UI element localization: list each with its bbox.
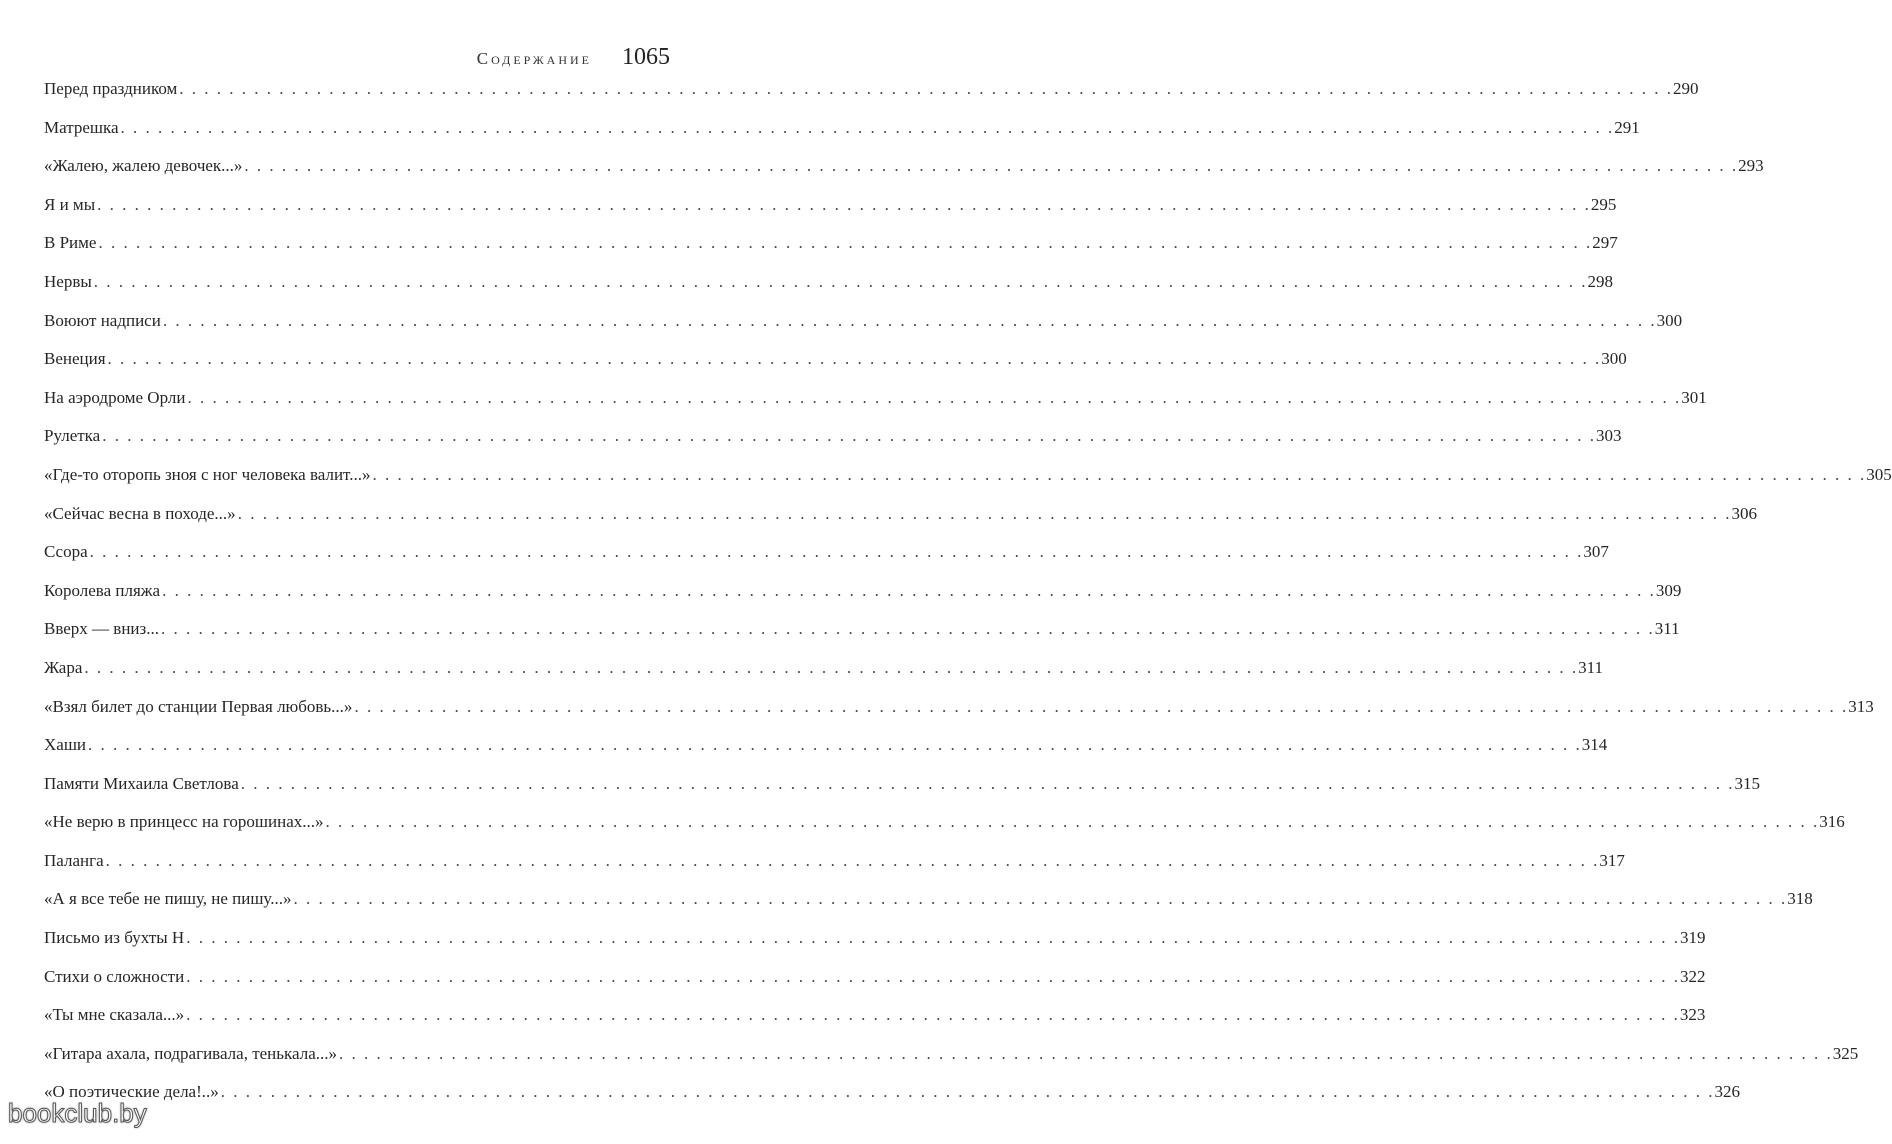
toc-entry-page: 298 bbox=[1587, 271, 1614, 291]
toc-entry-page: 291 bbox=[1614, 117, 1640, 137]
toc-entry bbox=[44, 495, 1757, 534]
toc-entry bbox=[44, 379, 1707, 418]
dot-leader: . . . . . . . . . . . . . . . . . . . . . . . . . . . . . . . . . . . . . . . . . . . . . . . . . . . . . . . . . . . . . . . . . . . . . . . . . . . . . . . . . . . . . . . . . . . . . . . . . . . . . . . . . . . . . . . . . . . . . . . . bbox=[161, 619, 1655, 639]
toc-entry bbox=[44, 996, 1706, 1035]
dot-leader: . . . . . . . . . . . . . . . . . . . . . . . . . . . . . . . . . . . . . . . . . . . . . . . . . . . . . . . . . . . . . . . . . . . . . . . . . . . . . . . . . . . . . . . . . . . . . . . . . . . . . . . . . . . . . . . . . . . . . . . . bbox=[120, 117, 1615, 137]
toc-entry-page: 317 bbox=[1599, 850, 1625, 870]
dot-leader: . . . . . . . . . . . . . . . . . . . . . . . . . . . . . . . . . . . . . . . . . . . . . . . . . . . . . . . . . . . . . . . . . . . . . . . . . . . . . . . . . . . . . . . . . . . . . . . . . . . . . . . . . . . . . . . . . . . . . . . . bbox=[102, 426, 1596, 446]
toc-entry-page: 323 bbox=[1679, 1005, 1706, 1025]
toc-entry-title: Паланга bbox=[44, 850, 104, 870]
toc-entry-title: «Жалею, жалею девочек...» bbox=[44, 156, 243, 176]
dot-leader: . . . . . . . . . . . . . . . . . . . . . . . . . . . . . . . . . . . . . . . . . . . . . . . . . . . . . . . . . . . . . . . . . . . . . . . . . . . . . . . . . . . . . . . . . . . . . . . . . . . . . . . . . . . . . . . . . . . . . . . . bbox=[339, 1043, 1833, 1063]
toc-entry-page: 293 bbox=[1738, 156, 1764, 176]
toc-entry-page: 311 bbox=[1654, 619, 1680, 639]
toc-entry bbox=[44, 842, 1625, 881]
toc-entry-title: В Риме bbox=[44, 233, 97, 253]
toc-entry-page: 305 bbox=[1866, 464, 1892, 484]
toc-entry-title: «О поэтические дела!..» bbox=[44, 1082, 219, 1102]
dot-leader: . . . . . . . . . . . . . . . . . . . . . . . . . . . . . . . . . . . . . . . . . . . . . . . . . . . . . . . . . . . . . . . . . . . . . . . . . . . . . . . . . . . . . . . . . . . . . . . . . . . . . . . . . . . . . . . . . . . . . . . . bbox=[354, 696, 1849, 716]
dot-leader: . . . . . . . . . . . . . . . . . . . . . . . . . . . . . . . . . . . . . . . . . . . . . . . . . . . . . . . . . . . . . . . . . . . . . . . . . . . . . . . . . . . . . . . . . . . . . . . . . . . . . . . . . . . . . . . . . . . . . . . . bbox=[240, 773, 1735, 793]
toc-entry-page: 313 bbox=[1848, 696, 1874, 716]
toc-entry bbox=[44, 649, 1604, 688]
toc-entry bbox=[44, 958, 1706, 997]
toc-entry bbox=[44, 147, 1764, 186]
toc-entry bbox=[44, 109, 1640, 148]
page-number: 1065 bbox=[622, 44, 670, 70]
toc-entry-title: Памяти Михаила Светлова bbox=[44, 773, 239, 793]
toc-entry bbox=[44, 70, 1699, 109]
toc-entry-page: 300 bbox=[1601, 349, 1627, 369]
toc-entry bbox=[44, 572, 1682, 611]
toc-entry-title: Ссора bbox=[44, 542, 88, 562]
toc-entry-page: 315 bbox=[1734, 773, 1760, 793]
toc-entry-page: 303 bbox=[1595, 426, 1622, 446]
section-title: Содержание bbox=[476, 49, 592, 68]
toc-entry-title: Я и мы bbox=[44, 194, 96, 214]
toc-entry-title: Жара bbox=[44, 657, 83, 677]
toc-entry-title: Нервы bbox=[44, 271, 92, 291]
dot-leader: . . . . . . . . . . . . . . . . . . . . . . . . . . . . . . . . . . . . . . . . . . . . . . . . . . . . . . . . . . . . . . . . . . . . . . . . . . . . . . . . . . . . . . . . . . . . . . . . . . . . . . . . . . . . . . . . . . . . . . . . bbox=[186, 928, 1680, 948]
toc-entry-page: 325 bbox=[1832, 1043, 1859, 1063]
toc-entry bbox=[44, 688, 1874, 727]
toc-entry bbox=[44, 263, 1614, 302]
dot-leader: . . . . . . . . . . . . . . . . . . . . . . . . . . . . . . . . . . . . . . . . . . . . . . . . . . . . . . . . . . . . . . . . . . . . . . . . . . . . . . . . . . . . . . . . . . . . . . . . . . . . . . . . . . . . . . . . . . . . . . . . bbox=[186, 966, 1680, 986]
dot-leader: . . . . . . . . . . . . . . . . . . . . . . . . . . . . . . . . . . . . . . . . . . . . . . . . . . . . . . . . . . . . . . . . . . . . . . . . . . . . . . . . . . . . . . . . . . . . . . . . . . . . . . . . . . . . . . . . . . . . . . . . bbox=[244, 156, 1739, 176]
toc-entry bbox=[44, 919, 1706, 958]
toc-entry-title: «Где-то оторопь зноя с ног человека валит...» bbox=[44, 464, 371, 484]
toc-entry bbox=[44, 803, 1845, 842]
dot-leader: . . . . . . . . . . . . . . . . . . . . . . . . . . . . . . . . . . . . . . . . . . . . . . . . . . . . . . . . . . . . . . . . . . . . . . . . . . . . . . . . . . . . . . . . . . . . . . . . . . . . . . . . . . . . . . . . . . . . . . . . bbox=[372, 464, 1867, 484]
dot-leader: . . . . . . . . . . . . . . . . . . . . . . . . . . . . . . . . . . . . . . . . . . . . . . . . . . . . . . . . . . . . . . . . . . . . . . . . . . . . . . . . . . . . . . . . . . . . . . . . . . . . . . . . . . . . . . . . . . . . . . . . bbox=[105, 850, 1600, 870]
toc-entry-title: «Ты мне сказала...» bbox=[44, 1005, 185, 1025]
toc-entry-page: 290 bbox=[1673, 79, 1699, 98]
toc-entry bbox=[44, 1035, 1859, 1074]
toc-entry-title: «Гитара ахала, подрагивала, тенькала...» bbox=[44, 1043, 338, 1063]
dot-leader: . . . . . . . . . . . . . . . . . . . . . . . . . . . . . . . . . . . . . . . . . . . . . . . . . . . . . . . . . . . . . . . . . . . . . . . . . . . . . . . . . . . . . . . . . . . . . . . . . . . . . . . . . . . . . . . . . . . . . . . . bbox=[89, 542, 1584, 562]
toc-entry bbox=[44, 456, 1892, 495]
dot-leader: . . . . . . . . . . . . . . . . . . . . . . . . . . . . . . . . . . . . . . . . . . . . . . . . . . . . . . . . . . . . . . . . . . . . . . . . . . . . . . . . . . . . . . . . . . . . . . . . . . . . . . . . . . . . . . . . . . . . . . . . bbox=[293, 889, 1788, 909]
toc-entry bbox=[44, 417, 1622, 456]
toc-entry-page: 322 bbox=[1679, 966, 1706, 986]
dot-leader: . . . . . . . . . . . . . . . . . . . . . . . . . . . . . . . . . . . . . . . . . . . . . . . . . . . . . . . . . . . . . . . . . . . . . . . . . . . . . . . . . . . . . . . . . . . . . . . . . . . . . . . . . . . . . . . . . . . . . . . . bbox=[162, 310, 1657, 330]
toc-entry bbox=[44, 880, 1813, 919]
toc-entry bbox=[44, 765, 1760, 804]
dot-leader: . . . . . . . . . . . . . . . . . . . . . . . . . . . . . . . . . . . . . . . . . . . . . . . . . . . . . . . . . . . . . . . . . . . . . . . . . . . . . . . . . . . . . . . . . . . . . . . . . . . . . . . . . . . . . . . . . . . . . . . . bbox=[187, 387, 1682, 407]
toc-entry-title: «Взял билет до станции Первая любовь...» bbox=[44, 696, 353, 716]
dot-leader: . . . . . . . . . . . . . . . . . . . . . . . . . . . . . . . . . . . . . . . . . . . . . . . . . . . . . . . . . . . . . . . . . . . . . . . . . . . . . . . . . . . . . . . . . . . . . . . . . . . . . . . . . . . . . . . . . . . . . . . . bbox=[179, 79, 1674, 98]
toc-entry-title: Вверх — вниз... bbox=[44, 619, 159, 639]
running-head bbox=[477, 44, 670, 71]
toc-entry-title: «Сейчас весна в походе...» bbox=[44, 503, 236, 523]
dot-leader: . . . . . . . . . . . . . . . . . . . . . . . . . . . . . . . . . . . . . . . . . . . . . . . . . . . . . . . . . . . . . . . . . . . . . . . . . . . . . . . . . . . . . . . . . . . . . . . . . . . . . . . . . . . . . . . . . . . . . . . . bbox=[97, 194, 1591, 214]
toc-entry bbox=[44, 610, 1680, 649]
dot-leader: . . . . . . . . . . . . . . . . . . . . . . . . . . . . . . . . . . . . . . . . . . . . . . . . . . . . . . . . . . . . . . . . . . . . . . . . . . . . . . . . . . . . . . . . . . . . . . . . . . . . . . . . . . . . . . . . . . . . . . . . bbox=[220, 1082, 1715, 1102]
toc-entry bbox=[44, 726, 1608, 765]
toc-entry-page: 311 bbox=[1578, 657, 1604, 677]
dot-leader: . . . . . . . . . . . . . . . . . . . . . . . . . . . . . . . . . . . . . . . . . . . . . . . . . . . . . . . . . . . . . . . . . . . . . . . . . . . . . . . . . . . . . . . . . . . . . . . . . . . . . . . . . . . . . . . . . . . . . . . . bbox=[98, 233, 1593, 253]
toc-entry-title: Рулетка bbox=[44, 426, 101, 446]
watermark-logo: bookclub.by bbox=[8, 1098, 147, 1128]
toc-entry-title: Перед праздником bbox=[44, 79, 178, 98]
toc-entry-title: «Не верю в принцесс на горошинах...» bbox=[44, 812, 324, 832]
toc-entry-page: 297 bbox=[1592, 233, 1618, 253]
toc-entry bbox=[44, 340, 1627, 379]
toc-entry-title: Письмо из бухты Н bbox=[44, 928, 185, 948]
toc-entry-title: Воюют надписи bbox=[44, 310, 161, 330]
toc-entry bbox=[44, 533, 1609, 572]
dot-leader: . . . . . . . . . . . . . . . . . . . . . . . . . . . . . . . . . . . . . . . . . . . . . . . . . . . . . . . . . . . . . . . . . . . . . . . . . . . . . . . . . . . . . . . . . . . . . . . . . . . . . . . . . . . . . . . . . . . . . . . . bbox=[93, 271, 1588, 291]
toc-entry-page: 318 bbox=[1787, 889, 1813, 909]
toc-entry-page: 306 bbox=[1731, 503, 1757, 523]
toc-entry bbox=[44, 224, 1618, 263]
dot-leader: . . . . . . . . . . . . . . . . . . . . . . . . . . . . . . . . . . . . . . . . . . . . . . . . . . . . . . . . . . . . . . . . . . . . . . . . . . . . . . . . . . . . . . . . . . . . . . . . . . . . . . . . . . . . . . . . . . . . . . . . bbox=[186, 1005, 1680, 1025]
toc-entry bbox=[44, 302, 1683, 341]
toc-entry-title: Королева пляжа bbox=[44, 580, 161, 600]
toc-entry-page: 300 bbox=[1656, 310, 1683, 330]
toc-entry-page: 309 bbox=[1655, 580, 1682, 600]
toc-entry-page: 295 bbox=[1590, 194, 1617, 214]
dot-leader: . . . . . . . . . . . . . . . . . . . . . . . . . . . . . . . . . . . . . . . . . . . . . . . . . . . . . . . . . . . . . . . . . . . . . . . . . . . . . . . . . . . . . . . . . . . . . . . . . . . . . . . . . . . . . . . . . . . . . . . . bbox=[237, 503, 1732, 523]
dot-leader: . . . . . . . . . . . . . . . . . . . . . . . . . . . . . . . . . . . . . . . . . . . . . . . . . . . . . . . . . . . . . . . . . . . . . . . . . . . . . . . . . . . . . . . . . . . . . . . . . . . . . . . . . . . . . . . . . . . . . . . . bbox=[325, 812, 1820, 832]
toc-entry-page: 326 bbox=[1714, 1082, 1741, 1102]
dot-leader: . . . . . . . . . . . . . . . . . . . . . . . . . . . . . . . . . . . . . . . . . . . . . . . . . . . . . . . . . . . . . . . . . . . . . . . . . . . . . . . . . . . . . . . . . . . . . . . . . . . . . . . . . . . . . . . . . . . . . . . . bbox=[162, 580, 1656, 600]
toc-entry-page: 319 bbox=[1679, 928, 1706, 948]
toc-entry-page: 316 bbox=[1819, 812, 1845, 832]
toc-entry-title: «А я все тебе не пишу, не пишу...» bbox=[44, 889, 292, 909]
toc-entry bbox=[44, 186, 1617, 225]
toc-entry-page: 314 bbox=[1581, 735, 1608, 755]
toc-entry-title: Хаши bbox=[44, 735, 87, 755]
table-of-contents bbox=[44, 70, 1892, 1112]
toc-entry-page: 301 bbox=[1681, 387, 1707, 407]
dot-leader: . . . . . . . . . . . . . . . . . . . . . . . . . . . . . . . . . . . . . . . . . . . . . . . . . . . . . . . . . . . . . . . . . . . . . . . . . . . . . . . . . . . . . . . . . . . . . . . . . . . . . . . . . . . . . . . . . . . . . . . . bbox=[88, 735, 1582, 755]
toc-entry-title: Стихи о сложности bbox=[44, 966, 185, 986]
toc-entry-page: 307 bbox=[1583, 542, 1609, 562]
toc-entry-title: На аэродроме Орли bbox=[44, 387, 186, 407]
toc-entry-title: Матрешка bbox=[44, 117, 119, 137]
dot-leader: . . . . . . . . . . . . . . . . . . . . . . . . . . . . . . . . . . . . . . . . . . . . . . . . . . . . . . . . . . . . . . . . . . . . . . . . . . . . . . . . . . . . . . . . . . . . . . . . . . . . . . . . . . . . . . . . . . . . . . . . bbox=[84, 657, 1579, 677]
dot-leader: . . . . . . . . . . . . . . . . . . . . . . . . . . . . . . . . . . . . . . . . . . . . . . . . . . . . . . . . . . . . . . . . . . . . . . . . . . . . . . . . . . . . . . . . . . . . . . . . . . . . . . . . . . . . . . . . . . . . . . . . bbox=[107, 349, 1602, 369]
toc-entry-title: Венеция bbox=[44, 349, 106, 369]
